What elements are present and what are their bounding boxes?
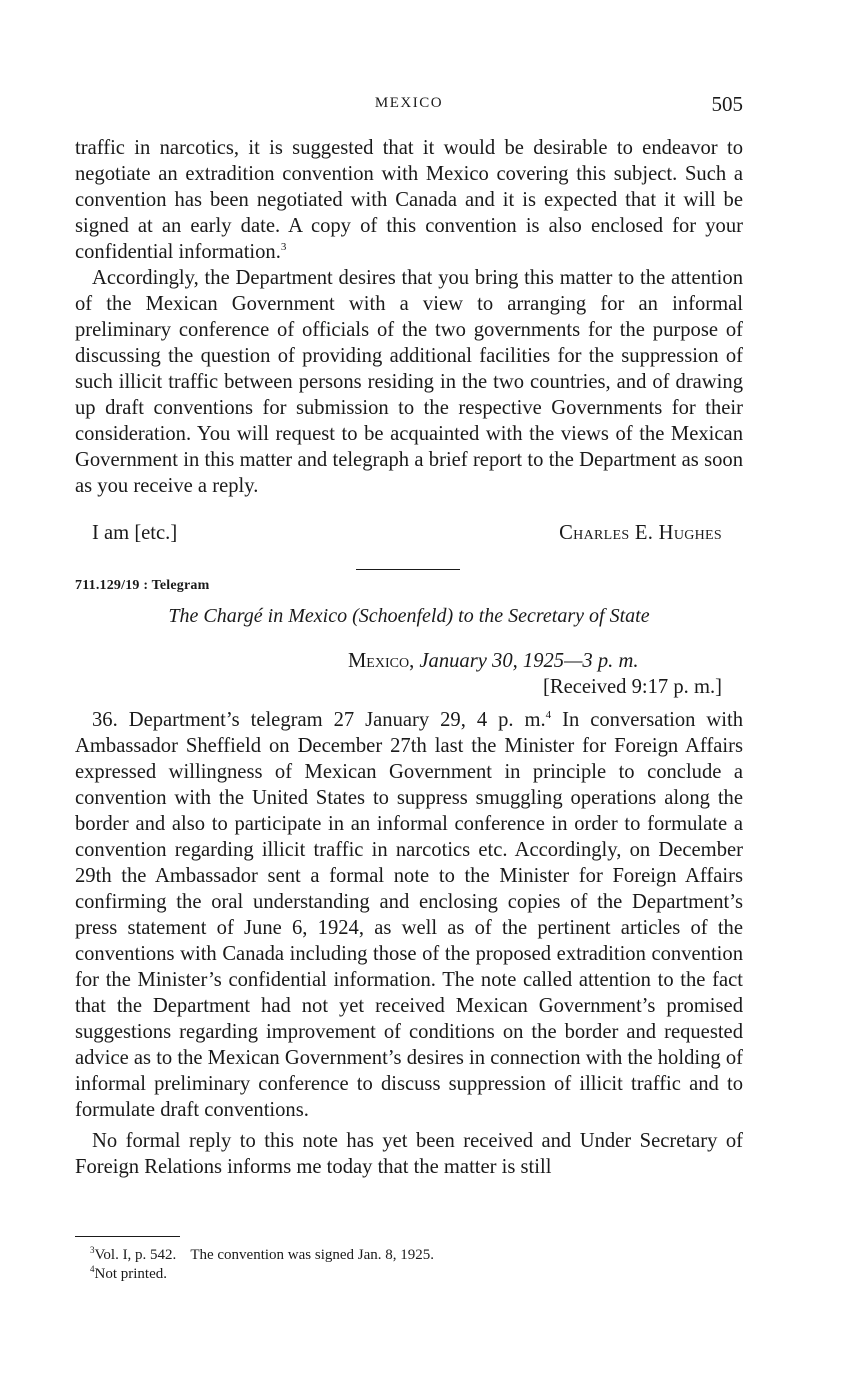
- telegram-paragraph-1-text: In conversation with Ambassador Sheffield on December 27th last the Minister for Foreign Affairs expressed willingness of Mexican Government in principle to conclude a convention with the United States to suppress smuggling operations along the border and also to participate in an informal conference in order to formulate a convention regarding illicit traffic in narcotics etc. Accordingly, on December 29th the Ambassador sent a formal note to the Minister for Foreign Affairs confirming the oral understanding and enclosing copies of the Department’s press statement of June 6, 1924, as well as of the pertinent articles of the conventions with Canada including those of the proposed extradition convention for the Minister’s confidential information. The note called attention to the fact that the Department had not yet received Mexican Government’s promised suggestions regarding improvement of conditions on the border and requested advice as to the Mexican Government’s desires in connection with the holding of informal preliminary conference to discuss suppression of illicit traffic and to formulate draft conventions.: [75, 709, 744, 1121]
- footnote-marker-3: 3: [280, 241, 287, 254]
- footnote-3-marker: 3: [90, 1245, 95, 1255]
- footnote-3-ref: Vol. I, p. 542.: [94, 1247, 177, 1263]
- file-reference: 711.129/19 : Telegram: [75, 578, 210, 593]
- letter-closing: [92, 522, 743, 548]
- section-divider: [356, 569, 460, 570]
- footnote-divider: [75, 1236, 180, 1237]
- telegram-paragraph-2: No formal reply to this note has yet been received and Under Secretary of Foreign Relations informs me today that the matter is still: [75, 1130, 743, 1178]
- running-title: MEXICO: [374, 95, 444, 111]
- dateline: [348, 650, 638, 673]
- footnote-3-text: The convention was signed Jan. 8, 1925.: [190, 1247, 435, 1263]
- running-head: [75, 92, 743, 118]
- received-note: [Received 9:17 p. m.]: [543, 676, 722, 698]
- document-heading: The Chargé in Mexico (Schoenfeld) to the Secretary of State: [168, 605, 650, 627]
- dateline-date: January 30, 1925—3 p. m.: [419, 650, 639, 672]
- page-number: 505: [711, 92, 743, 116]
- telegram-paragraph-1: [75, 707, 743, 1123]
- letter-paragraph-1: [75, 135, 743, 265]
- footnote-4: [90, 1265, 434, 1284]
- dateline-place: Mexico,: [348, 650, 415, 672]
- footnotes: [90, 1246, 434, 1284]
- telegram-body: [75, 707, 743, 1180]
- telegram-paragraph-1-lead: 36. Department’s telegram 27 January 29, 4 p. m.: [92, 709, 546, 731]
- letter-body: [75, 135, 743, 499]
- letter-paragraph-1-text: traffic in narcotics, it is suggested that it would be desirable to endeavor to negotiate an extradition convention with Mexico covering this subject. Such a convention has been negotiated with Canada and it is expected that it will be signed at an early date. A copy of this convention is also enclosed for your confidential information.: [75, 137, 743, 263]
- footnote-4-marker: 4: [90, 1264, 95, 1274]
- letter-paragraph-2: Accordingly, the Department desires that you bring this matter to the attention of the Mexican Government with a view to arranging for an informal preliminary conference of officials of the two governments for the purpose of discussing the question of providing additional facilities for the suppression of such illicit traffic between persons residing in the two countries, and of drawing up draft conventions for submission to the respective Governments for their consideration. You will request to be acquainted with the views of the Mexican Government in this matter and telegraph a brief report to the Department as soon as you receive a reply.: [75, 267, 743, 497]
- footnote-4-text: Not printed.: [94, 1266, 167, 1282]
- footnote-marker-4: 4: [545, 709, 552, 722]
- signature: Charles E. Hughes: [559, 522, 722, 544]
- complimentary-close: I am [etc.]: [92, 522, 178, 544]
- footnote-3: [90, 1246, 434, 1265]
